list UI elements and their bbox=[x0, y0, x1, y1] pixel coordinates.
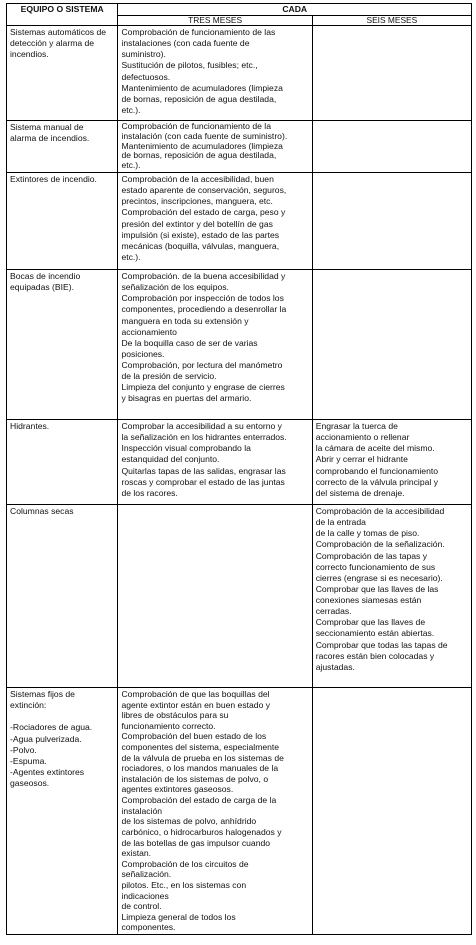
cell-line: gaseosos. bbox=[10, 778, 50, 788]
cell-line: Extintores de incendio. bbox=[10, 174, 97, 184]
cell-seis bbox=[312, 121, 471, 173]
cell-equipo bbox=[7, 121, 118, 173]
cell-line: Comprobación del buen estado de los bbox=[121, 731, 267, 742]
cell-line: ajustadas. bbox=[315, 661, 355, 672]
cell-line: Limpieza del conjunto y engrase de cierres bbox=[121, 382, 285, 393]
cell-line: Sustitución de pilotos, fusibles; etc., bbox=[121, 60, 258, 71]
cell-line: de las botellas de gas impulsor cuando bbox=[121, 837, 271, 848]
cell-seis bbox=[312, 688, 471, 935]
cell-line: Columnas secas bbox=[10, 506, 74, 516]
cell-line: Comprobación del estado de carga, peso y bbox=[121, 207, 286, 218]
cell-line: del sistema de drenaje. bbox=[315, 487, 405, 498]
cell-line: -Rociadores de agua. bbox=[10, 722, 93, 733]
cell-line: carbónico, o hidrocarburos halogenados y bbox=[121, 826, 282, 837]
cell-line: Comprobación del estado de carga de la bbox=[121, 795, 277, 806]
cell-equipo bbox=[7, 173, 118, 270]
maintenance-document bbox=[6, 3, 472, 935]
cell-line: comprobando el funcionamiento bbox=[315, 465, 439, 476]
table-row bbox=[7, 420, 472, 505]
cell-equipo bbox=[7, 420, 118, 505]
table-row bbox=[7, 121, 472, 173]
cell-line: cerradas. bbox=[315, 606, 352, 617]
cell-line: conexiones siamesas están bbox=[315, 595, 422, 605]
cell-tres bbox=[118, 173, 312, 270]
maintenance-table bbox=[6, 3, 472, 935]
cell-line: Hidrantes. bbox=[10, 421, 50, 431]
cell-tres bbox=[118, 26, 312, 121]
table-body bbox=[7, 26, 472, 935]
cell-line: Comprobación de que las boquillas del bbox=[121, 689, 270, 699]
header-seis-meses: SEIS MESES bbox=[312, 16, 471, 26]
cell-seis bbox=[312, 505, 471, 688]
cell-line: detección y alarma de bbox=[10, 38, 95, 49]
cell-tres bbox=[118, 121, 312, 173]
cell-tres bbox=[118, 505, 312, 688]
cell-line: señalización. bbox=[121, 869, 172, 880]
header-equipo: EQUIPO O SISTEMA bbox=[7, 4, 118, 26]
cell-line: incendios. bbox=[10, 49, 49, 60]
cell-line: Quitarlas tapas de las salidas, engrasar las bbox=[121, 465, 286, 476]
cell-line: indicaciones bbox=[121, 890, 169, 901]
cell-line: Limpieza general de todos los bbox=[121, 911, 236, 922]
cell-line: Bocas de incendio bbox=[10, 271, 81, 281]
cell-line: -Polvo. bbox=[10, 744, 37, 755]
cell-line: de bornas, reposición de agua destilada, bbox=[121, 93, 277, 104]
cell-line: extinción: bbox=[10, 700, 47, 711]
cell-equipo bbox=[7, 688, 118, 935]
cell-equipo bbox=[7, 270, 118, 420]
cell-line: la señalización en los hidrantes enterrados. bbox=[121, 432, 287, 443]
cell-line: cierres (engrase si es necesario). bbox=[315, 572, 443, 583]
cell-line bbox=[10, 711, 114, 722]
cell-line: Inspección visual comprobando la bbox=[121, 443, 251, 454]
cell-tres bbox=[118, 420, 312, 505]
cell-line: impulsión (si existe), estado de las partes bbox=[121, 229, 280, 240]
cell-line: Comprobación de funcionamiento de la bbox=[121, 121, 271, 131]
cell-line: libres de obstáculos para su bbox=[121, 710, 229, 721]
cell-line: de los sistemas de polvo, anhídrido bbox=[121, 816, 257, 827]
cell-line: de la calle y tomas de piso. bbox=[315, 528, 420, 539]
cell-line: componentes, procediendo a desenrollar la bbox=[121, 304, 287, 315]
cell-line: Mantenimiento de acumuladores (limpieza bbox=[121, 82, 283, 93]
cell-line: funcionamiento correcto. bbox=[121, 720, 216, 731]
header-tres-meses: TRES MESES bbox=[118, 16, 312, 26]
cell-line: etc.). bbox=[121, 160, 141, 171]
cell-line: presión del extintor y del botellín de gas bbox=[121, 218, 273, 229]
cell-line: de bornas, reposición de agua destilada, bbox=[121, 150, 277, 161]
cell-line: Engrasar la tuerca de bbox=[315, 421, 398, 431]
cell-line: componentes del sistema, especialmente bbox=[121, 742, 280, 753]
cell-line: Comprobación de la accesibilidad bbox=[315, 506, 445, 516]
table-row bbox=[7, 270, 472, 420]
cell-line: mecánicas (boquilla, válvulas, manguera, bbox=[121, 240, 280, 251]
header-cada: CADA bbox=[118, 4, 472, 16]
cell-line: alarma de incendios. bbox=[10, 133, 90, 144]
cell-line: precintos, inscripciones, manguera, etc. bbox=[121, 196, 273, 207]
cell-line: -Agentes extintores bbox=[10, 766, 85, 777]
cell-tres bbox=[118, 270, 312, 420]
cell-line: Sistemas fijos de bbox=[10, 689, 75, 699]
cell-line: de control. bbox=[121, 901, 162, 912]
cell-line: agente extintor están en buen estado y bbox=[121, 699, 271, 710]
cell-seis bbox=[312, 270, 471, 420]
cell-line: equipadas (BIE). bbox=[10, 282, 75, 293]
cell-line: estanquidad del conjunto. bbox=[121, 454, 220, 465]
cell-line: correcto de la válvula principal y bbox=[315, 476, 438, 487]
cell-line: agentes extintores gaseosos. bbox=[121, 784, 234, 795]
cell-line: Comprobación por inspección de todos los bbox=[121, 293, 284, 304]
cell-line: Sistema manual de bbox=[10, 122, 84, 132]
cell-equipo bbox=[7, 26, 118, 121]
table-row bbox=[7, 173, 472, 270]
cell-line: Comprobación de la accesibilidad, buen bbox=[121, 174, 274, 184]
cell-line: componentes. bbox=[121, 922, 176, 933]
cell-line: instalación de los sistemas de polvo, o bbox=[121, 773, 269, 784]
cell-equipo bbox=[7, 505, 118, 688]
cell-line: instalaciones (con cada fuente de bbox=[121, 38, 250, 49]
cell-line: de los racores. bbox=[121, 487, 178, 498]
cell-line: seccionamiento están abiertas. bbox=[315, 628, 435, 639]
cell-line: Mantenimiento de acumuladores (limpieza bbox=[121, 140, 283, 151]
table-row bbox=[7, 505, 472, 688]
cell-line: correcto funcionamiento de sus bbox=[315, 561, 436, 572]
cell-line: Comprobar que las llaves de bbox=[315, 617, 426, 628]
cell-line: pilotos. Etc., en los sistemas con bbox=[121, 879, 247, 890]
table-row bbox=[7, 688, 472, 935]
cell-line: de la presión de servicio. bbox=[121, 371, 217, 382]
cell-line: defectuosos. bbox=[121, 71, 171, 82]
cell-line: -Agua pulverizada. bbox=[10, 733, 82, 744]
cell-line: Abrir y cerrar el hidrante bbox=[315, 454, 408, 465]
cell-line: Comprobar la accesibilidad a su entorno y bbox=[121, 421, 282, 431]
cell-line: Comprobación. de la buena accesibilidad y bbox=[121, 271, 286, 281]
cell-line: etc.). bbox=[121, 251, 141, 262]
cell-line: existan. bbox=[121, 848, 152, 859]
cell-line: Comprobación de los circuitos de bbox=[121, 858, 249, 869]
cell-line: etc.). bbox=[121, 104, 141, 115]
cell-line: señalización de los equipos. bbox=[121, 282, 229, 293]
table-row bbox=[7, 26, 472, 121]
cell-line: De la boquilla caso de ser de varias bbox=[121, 337, 258, 348]
cell-line: rociadores, o los mandos manuales de la bbox=[121, 763, 279, 774]
cell-line: suministro). bbox=[121, 49, 166, 60]
cell-line: accionamiento bbox=[121, 326, 177, 337]
cell-seis bbox=[312, 420, 471, 505]
cell-line: instalación bbox=[121, 805, 163, 816]
cell-line: de la entrada bbox=[315, 517, 366, 528]
cell-tres bbox=[118, 688, 312, 935]
cell-line: y bisagras en puertas del armario. bbox=[121, 393, 252, 404]
cell-line: Comprobación, por lectura del manómetro bbox=[121, 360, 283, 370]
cell-seis bbox=[312, 26, 471, 121]
cell-line: la cámara de aceite del mismo. bbox=[315, 443, 435, 454]
cell-line: Comprobación de la señalización. bbox=[315, 539, 445, 550]
cell-line: Comprobar que las llaves de las bbox=[315, 583, 439, 594]
cell-line: Comprobar que todas las tapas de bbox=[315, 639, 448, 650]
cell-line: racores están bien colocadas y bbox=[315, 650, 435, 661]
cell-line: accionamiento o rellenar bbox=[315, 432, 410, 443]
cell-line: roscas y comprobar el estado de las juntas bbox=[121, 476, 285, 487]
cell-line: Sistemas automáticos de bbox=[10, 27, 107, 37]
cell-line: posiciones. bbox=[121, 348, 165, 359]
cell-line: manguera en toda su extensión y bbox=[121, 315, 249, 326]
cell-seis bbox=[312, 173, 471, 270]
cell-line: de la válvula de prueba en los sistemas de bbox=[121, 752, 284, 763]
cell-line: Comprobación de funcionamiento de las bbox=[121, 27, 276, 37]
cell-line: -Espuma. bbox=[10, 755, 47, 766]
cell-line: estado aparente de conservación, seguros, bbox=[121, 185, 287, 196]
cell-line: Comprobación de las tapas y bbox=[315, 550, 428, 561]
cell-line: instalación (con cada fuente de suministro). bbox=[121, 130, 288, 141]
